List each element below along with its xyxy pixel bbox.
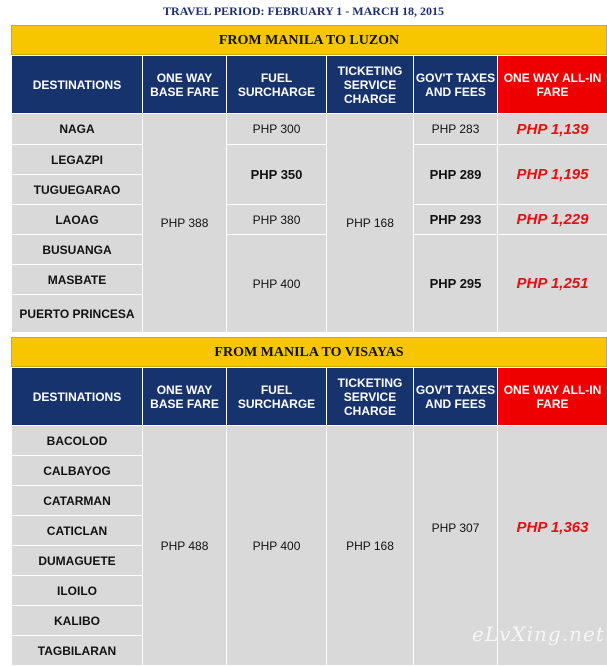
- travel-period: TRAVEL PERIOD: FEBRUARY 1 - MARCH 18, 2015: [0, 0, 607, 22]
- visayas-fuel-surcharge: PHP 400: [227, 426, 327, 666]
- fuel-350: PHP 350: [227, 145, 327, 205]
- watermark: eLvXing.net: [472, 622, 605, 646]
- table-row: [12, 426, 607, 456]
- col-allin-fare: ONE WAY ALL-IN FARE: [498, 56, 607, 114]
- visayas-section-title: FROM MANILA TO VISAYAS: [11, 337, 607, 367]
- col-base-fare: ONE WAY BASE FARE: [143, 56, 227, 114]
- col-destinations: DESTINATIONS: [12, 56, 143, 114]
- destination-naga: NAGA: [12, 114, 143, 145]
- col-ticketing-charge: TICKETING SERVICE CHARGE: [327, 56, 414, 114]
- destination-kalibo: KALIBO: [12, 606, 143, 636]
- destination-dumaguete: DUMAGUETE: [12, 546, 143, 576]
- fuel-380: PHP 380: [227, 205, 327, 235]
- col-fuel-surcharge: FUEL SURCHARGE: [227, 368, 327, 426]
- col-taxes-fees: GOV'T TAXES AND FEES: [414, 368, 498, 426]
- luzon-fare-table: [11, 55, 607, 333]
- luzon-ticketing-charge: PHP 168: [327, 114, 414, 333]
- visayas-header-row: [12, 368, 607, 426]
- visayas-allin-fare: PHP 1,363: [498, 426, 607, 666]
- visayas-taxes-fees: PHP 307: [414, 426, 498, 666]
- allin-1195: PHP 1,195: [498, 145, 607, 205]
- luzon-header-row: [12, 56, 607, 114]
- destination-laoag: LAOAG: [12, 205, 143, 235]
- col-base-fare: ONE WAY BASE FARE: [143, 368, 227, 426]
- destination-iloilo: ILOILO: [12, 576, 143, 606]
- col-allin-fare: ONE WAY ALL-IN FARE: [498, 368, 607, 426]
- destination-calbayog: CALBAYOG: [12, 456, 143, 486]
- allin-1251: PHP 1,251: [498, 235, 607, 333]
- destination-catarman: CATARMAN: [12, 486, 143, 516]
- destination-legazpi: LEGAZPI: [12, 145, 143, 175]
- destination-busuanga: BUSUANGA: [12, 235, 143, 265]
- fuel-300: PHP 300: [227, 114, 327, 145]
- table-row: [12, 145, 607, 175]
- destination-tuguegarao: TUGUEGARAO: [12, 175, 143, 205]
- table-row: [12, 114, 607, 145]
- col-ticketing-charge: TICKETING SERVICE CHARGE: [327, 368, 414, 426]
- visayas-ticketing-charge: PHP 168: [327, 426, 414, 666]
- taxes-283: PHP 283: [414, 114, 498, 145]
- destination-masbate: MASBATE: [12, 265, 143, 295]
- taxes-293: PHP 293: [414, 205, 498, 235]
- col-destinations: DESTINATIONS: [12, 368, 143, 426]
- destination-caticlan: CATICLAN: [12, 516, 143, 546]
- destination-puerto-princesa: PUERTO PRINCESA: [12, 295, 143, 333]
- destination-tagbilaran: TAGBILARAN: [12, 636, 143, 666]
- col-fuel-surcharge: FUEL SURCHARGE: [227, 56, 327, 114]
- table-row: [12, 205, 607, 235]
- fare-tables: [11, 25, 607, 666]
- luzon-base-fare: PHP 388: [143, 114, 227, 333]
- allin-1139: PHP 1,139: [498, 114, 607, 145]
- luzon-section-title: FROM MANILA TO LUZON: [11, 25, 607, 55]
- table-row: [12, 235, 607, 265]
- visayas-base-fare: PHP 488: [143, 426, 227, 666]
- destination-bacolod: BACOLOD: [12, 426, 143, 456]
- taxes-295: PHP 295: [414, 235, 498, 333]
- fuel-400: PHP 400: [227, 235, 327, 333]
- taxes-289: PHP 289: [414, 145, 498, 205]
- col-taxes-fees: GOV'T TAXES AND FEES: [414, 56, 498, 114]
- allin-1229: PHP 1,229: [498, 205, 607, 235]
